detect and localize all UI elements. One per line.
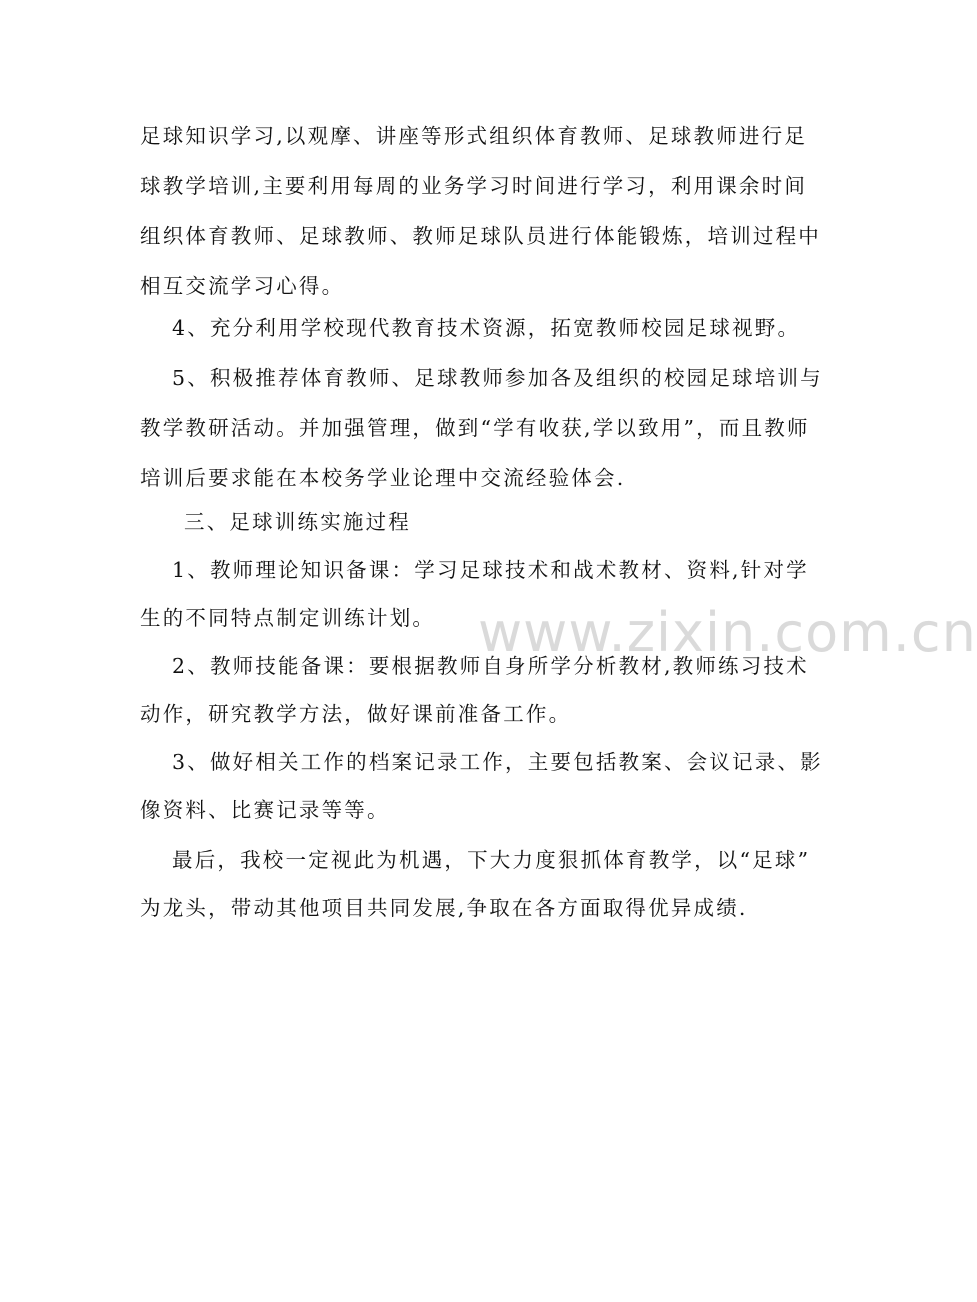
body-text-line: 生的不同特点制定训练计划。 [140,606,436,630]
list-item-2: 2、教师技能备课：要根据教师自身所学分析教材,教师练习技术 [172,654,809,678]
body-text-line: 足球知识学习,以观摩、讲座等形式组织体育教师、足球教师进行足 [140,124,808,148]
list-item-1: 1、教师理论知识备课：学习足球技术和战术教材、资料,针对学 [172,558,809,582]
body-text-line: 培训后要求能在本校务学业论理中交流经验体会. [140,466,626,490]
body-text-line: 像资料、比赛记录等等。 [140,798,390,822]
body-text-line: 动作，研究教学方法，做好课前准备工作。 [140,702,572,726]
list-item-4: 4、充分利用学校现代教育技术资源，拓宽教师校园足球视野。 [172,316,801,340]
body-text-line: 球教学培训,主要利用每周的业务学习时间进行学习，利用课余时间 [140,174,808,198]
closing-paragraph: 最后，我校一定视此为机遇，下大力度狠抓体育教学，以“足球” [172,848,811,872]
body-text-line: 教学教研活动。并加强管理，做到“学有收获,学以致用”，而且教师 [140,416,810,440]
watermark: www.zixin.com.cn [478,601,977,664]
list-item-3: 3、做好相关工作的档案记录工作，主要包括教案、会议记录、影 [172,750,823,774]
body-text-line: 为龙头，带动其他项目共同发展,争取在各方面取得优异成绩. [140,896,748,920]
list-item-5: 5、积极推荐体育教师、足球教师参加各及组织的校园足球培训与 [172,366,823,390]
section-heading: 三、足球训练实施过程 [184,510,411,534]
body-text-line: 相互交流学习心得。 [140,274,345,298]
body-text-line: 组织体育教师、足球教师、教师足球队员进行体能锻炼，培训过程中 [140,224,821,248]
